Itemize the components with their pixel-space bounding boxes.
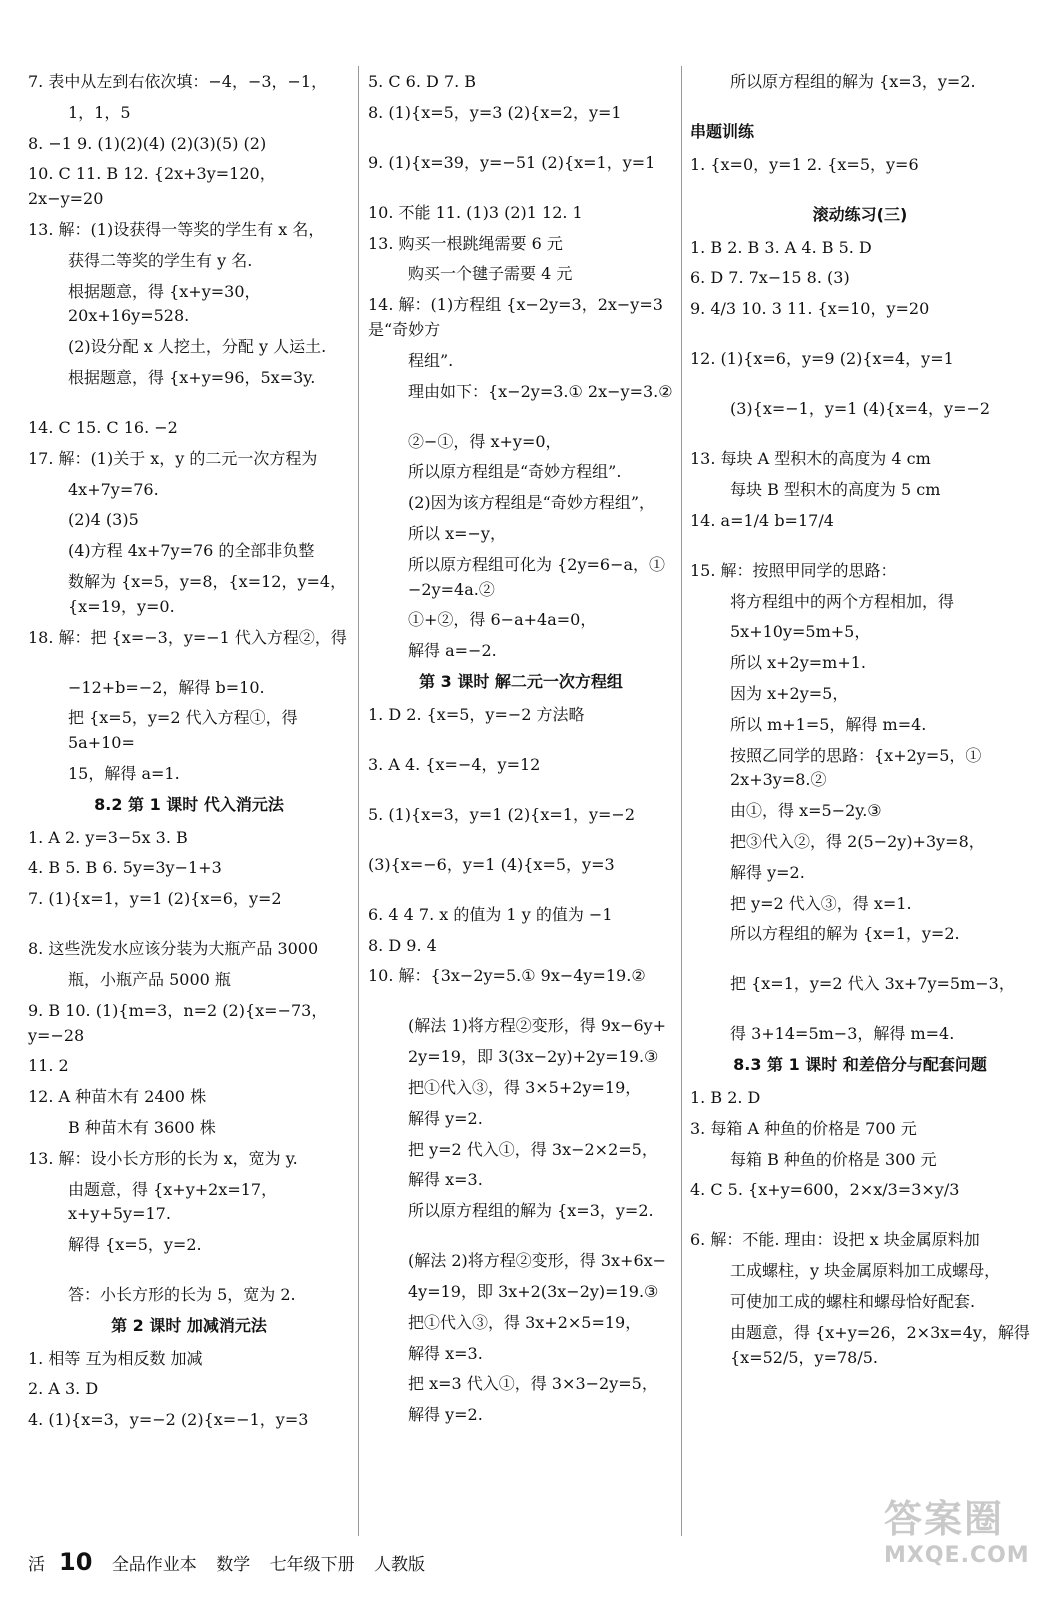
answer-line: 所以原方程组的解为 {x=3，y=2. [408, 1201, 654, 1221]
answer-line: 15. 解：按照甲同学的思路： [690, 560, 897, 580]
edition-label: 人教版 [374, 1555, 426, 1575]
answer-line: 5. C 6. D 7. B [368, 72, 477, 91]
answer-line: 18. 解：把 {x=−3，y=−1 代入方程②，得 [28, 627, 347, 647]
column-divider [358, 66, 359, 1536]
answer-line: −12+b=−2，解得 b=10. [68, 677, 265, 697]
answer-line: 数解为 {x=5，y=8，{x=12，y=4，{x=19，y=0. [68, 571, 347, 616]
answer-line: 9. (1){x=39，y=−51 (2){x=1，y=1 [368, 152, 656, 172]
answer-line: ②−①，得 x+y=0， [408, 431, 562, 451]
answer-line: 7. (1){x=1，y=1 (2){x=6，y=2 [28, 889, 282, 909]
answer-line: 解得 x=3. [408, 1170, 483, 1190]
answer-line: 理由如下：{x−2y=3.① 2x−y=3.② [408, 381, 673, 401]
answer-line: 8. D 9. 4 [368, 935, 437, 955]
answer-line: 14. a=1/4 b=17/4 [690, 510, 834, 530]
answer-line: 8. −1 9. (1)(2)(4) (2)(3)(5) (2) [28, 133, 267, 153]
answer-line: 瓶，小瓶产品 5000 瓶 [68, 969, 231, 989]
answer-line: 8. 这些洗发水应该分装为大瓶产品 3000 [28, 939, 319, 959]
answer-line: (2)4 (3)5 [68, 510, 139, 530]
column-divider [681, 66, 682, 1536]
answer-line: 解得 y=2. [408, 1405, 483, 1425]
answer-line: 所以方程组的解为 {x=1，y=2. [730, 924, 960, 944]
answer-line: 把 x=3 代入①，得 3×3−2y=5， [408, 1374, 658, 1394]
answer-line: 购买一个毽子需要 4 元 [408, 264, 573, 284]
answer-line: 8. (1){x=5，y=3 (2){x=2，y=1 [368, 102, 622, 122]
answer-line: 5x+10y=5m+5， [730, 622, 871, 642]
answer-line: 每块 B 型积木的高度为 5 cm [730, 479, 941, 499]
answer-line: 所以 x=−y， [408, 523, 506, 543]
watermark-url: MXQE.COM [884, 1543, 1030, 1568]
answer-line: (3){x=−1，y=1 (4){x=4，y=−2 [730, 399, 991, 419]
answer-line: (解法 2)将方程②变形，得 3x+6x− [408, 1251, 667, 1271]
answer-column-3 [690, 70, 1030, 1376]
section-heading: 8.3 第 1 课时 和差倍分与配套问题 [733, 1055, 987, 1075]
answer-line: 把①代入③，得 3×5+2y=19， [408, 1077, 642, 1097]
answer-line: 4. (1){x=3，y=−2 (2){x=−1，y=3 [28, 1410, 309, 1430]
page-number: 10 [59, 1548, 93, 1576]
answer-line: 可使加工成的螺柱和螺母恰好配套. [730, 1291, 976, 1311]
answer-line: 每箱 B 种鱼的价格是 300 元 [730, 1149, 937, 1169]
answer-line: 把①代入③，得 3x+2×5=19， [408, 1312, 642, 1332]
answer-line: 17. 解：(1)关于 x，y 的二元一次方程为 [28, 448, 318, 468]
answer-line: (2)设分配 x 人挖土，分配 y 人运土. [68, 337, 327, 357]
answer-line: 10. 不能 11. (1)3 (2)1 12. 1 [368, 202, 583, 222]
answer-line: 10. C 11. B 12. {2x+3y=120，2x−y=20 [28, 164, 276, 209]
section-heading: 8.2 第 1 课时 代入消元法 [94, 794, 284, 814]
answer-line: 4. B 5. B 6. 5y=3y−1+3 [28, 858, 222, 878]
answer-line: 答：小长方形的长为 5，宽为 2. [68, 1285, 296, 1305]
answer-line: 把 y=2 代入③，得 x=1. [730, 893, 912, 913]
answer-column-2 [368, 70, 674, 1434]
brand-mark: 活 [28, 1555, 45, 1575]
answer-line: 6. D 7. 7x−15 8. (3) [690, 268, 850, 288]
answer-line: 解得 {x=5，y=2. [68, 1235, 202, 1255]
answer-line: 10. 解：{3x−2y=5.① 9x−4y=19.② [368, 966, 646, 986]
answer-column-1 [28, 70, 350, 1458]
answer-line: 1. D 2. {x=5，y=−2 方法略 [368, 704, 585, 724]
answer-line: 3. A 4. {x=−4，y=12 [368, 754, 541, 774]
answer-line: 解得 y=2. [408, 1108, 483, 1128]
answer-line: 7. 表中从左到右依次填：−4，−3，−1， [28, 72, 328, 91]
answer-line: 11. 2 [28, 1056, 69, 1076]
answer-line: 解得 a=−2. [408, 641, 497, 661]
answer-line: 14. C 15. C 16. −2 [28, 417, 178, 437]
answer-line: 6. 4 4 7. x 的值为 1 y 的值为 −1 [368, 904, 613, 924]
grade-label: 七年级下册 [269, 1555, 355, 1575]
answer-line: 根据题意，得 {x+y=30，20x+16y=528. [68, 281, 261, 326]
answer-line: 根据题意，得 {x+y=96，5x=3y. [68, 367, 316, 387]
answer-line: B 种苗木有 3600 株 [68, 1117, 216, 1137]
answer-line: 得 3+14=5m−3，解得 m=4. [730, 1024, 955, 1044]
answer-line: 所以 x+2y=m+1. [730, 653, 866, 673]
page-footer [28, 1548, 439, 1576]
answer-line: 程组”. [408, 350, 454, 370]
answer-line: 1. B 2. B 3. A 4. B 5. D [690, 237, 872, 257]
answer-line: (2)因为该方程组是“奇妙方程组”， [408, 493, 656, 513]
answer-line: 2. A 3. D [28, 1379, 99, 1399]
answer-line: 所以原方程组的解为 {x=3，y=2. [730, 72, 976, 91]
answer-line: 13. 解：设小长方形的长为 x，宽为 y. [28, 1148, 298, 1168]
answer-line: 把 {x=5，y=2 代入方程①，得 5a+10= [68, 708, 298, 753]
answer-line: ①+②，得 6−a+4a=0， [408, 610, 597, 630]
answer-line: 5. (1){x=3，y=1 (2){x=1，y=−2 [368, 804, 636, 824]
answer-line: 14. 解：(1)方程组 {x−2y=3，2x−y=3 是“奇妙方 [368, 295, 663, 339]
answer-line: 所以原方程组是“奇妙方程组”. [408, 462, 622, 482]
answer-line: 1. {x=0，y=1 2. {x=5，y=6 [690, 154, 919, 174]
answer-line: 4x+7y=76. [68, 479, 159, 499]
answer-line: 把 {x=1，y=2 代入 3x+7y=5m−3， [730, 974, 1015, 994]
answer-line: 9. B 10. (1){m=3，n=2 (2){x=−73，y=−28 [28, 1000, 328, 1045]
answer-line: 2y=19，即 3(3x−2y)+2y=19.③ [408, 1047, 659, 1067]
answer-line: 1. 相等 互为相反数 加减 [28, 1348, 203, 1368]
watermark-text: 答案圈 [884, 1497, 1005, 1541]
answer-line: 4. C 5. {x+y=600，2×x/3=3×y/3 [690, 1180, 960, 1200]
answer-line: 1，1，5 [68, 102, 131, 122]
answer-line: 12. A 种苗木有 2400 株 [28, 1087, 207, 1107]
answer-line: 1. B 2. D [690, 1087, 761, 1107]
answer-line: (4)方程 4x+7y=76 的全部非负整 [68, 541, 315, 561]
section-heading: 第 3 课时 解二元一次方程组 [419, 671, 623, 691]
answer-line: 由①，得 x=5−2y.③ [730, 801, 882, 821]
section-heading: 滚动练习(三) [812, 204, 908, 224]
section-heading: 串题训练 [690, 122, 755, 141]
answer-line: 13. 购买一根跳绳需要 6 元 [368, 233, 563, 253]
answer-line: 由题意，得 {x+y=26，2×3x=4y，解得 {x=52/5，y=78/5. [730, 1322, 1030, 1367]
answer-line: 13. 解：(1)设获得一等奖的学生有 x 名， [28, 219, 325, 239]
answer-line: 按照乙同学的思路：{x+2y=5，① 2x+3y=8.② [730, 745, 982, 790]
answer-line: 工成螺柱，y 块金属原料加工成螺母， [730, 1261, 1001, 1281]
watermark-logo [884, 1488, 1034, 1578]
answer-line: 6. 解：不能. 理由：设把 x 块金属原料加 [690, 1230, 980, 1250]
book-title: 全品作业本 [111, 1555, 197, 1575]
answer-line: 4y=19，即 3x+2(3x−2y)=19.③ [408, 1281, 659, 1301]
answer-line: 15，解得 a=1. [68, 763, 180, 783]
answer-line: 解得 y=2. [730, 862, 805, 882]
answer-line: 获得二等奖的学生有 y 名. [68, 250, 253, 270]
answer-line: 把 y=2 代入①，得 3x−2×2=5， [408, 1139, 658, 1159]
subject-label: 数学 [216, 1555, 251, 1575]
answer-line: (3){x=−6，y=1 (4){x=5，y=3 [368, 854, 615, 874]
answer-line: (解法 1)将方程②变形，得 9x−6y+ [408, 1016, 667, 1036]
answer-line: 1. A 2. y=3−5x 3. B [28, 827, 188, 847]
answer-line: 将方程组中的两个方程相加，得 [730, 591, 955, 611]
section-heading: 第 2 课时 加减消元法 [111, 1315, 267, 1335]
answer-line: 13. 每块 A 型积木的高度为 4 cm [690, 449, 931, 469]
answer-line: 因为 x+2y=5， [730, 683, 849, 703]
answer-line: 所以 m+1=5，解得 m=4. [730, 714, 927, 734]
answer-line: 解得 x=3. [408, 1343, 483, 1363]
answer-line: 12. (1){x=6，y=9 (2){x=4，y=1 [690, 349, 954, 369]
answer-line: 把③代入②，得 2(5−2y)+3y=8， [730, 831, 985, 851]
answer-line: 所以原方程组可化为 {2y=6−a，① −2y=4a.② [408, 554, 666, 599]
answer-line: 3. 每箱 A 种鱼的价格是 700 元 [690, 1118, 917, 1138]
answer-line: 9. 4/3 10. 3 11. {x=10，y=20 [690, 299, 930, 319]
answer-line: 由题意，得 {x+y+2x=17，x+y+5y=17. [68, 1179, 278, 1224]
